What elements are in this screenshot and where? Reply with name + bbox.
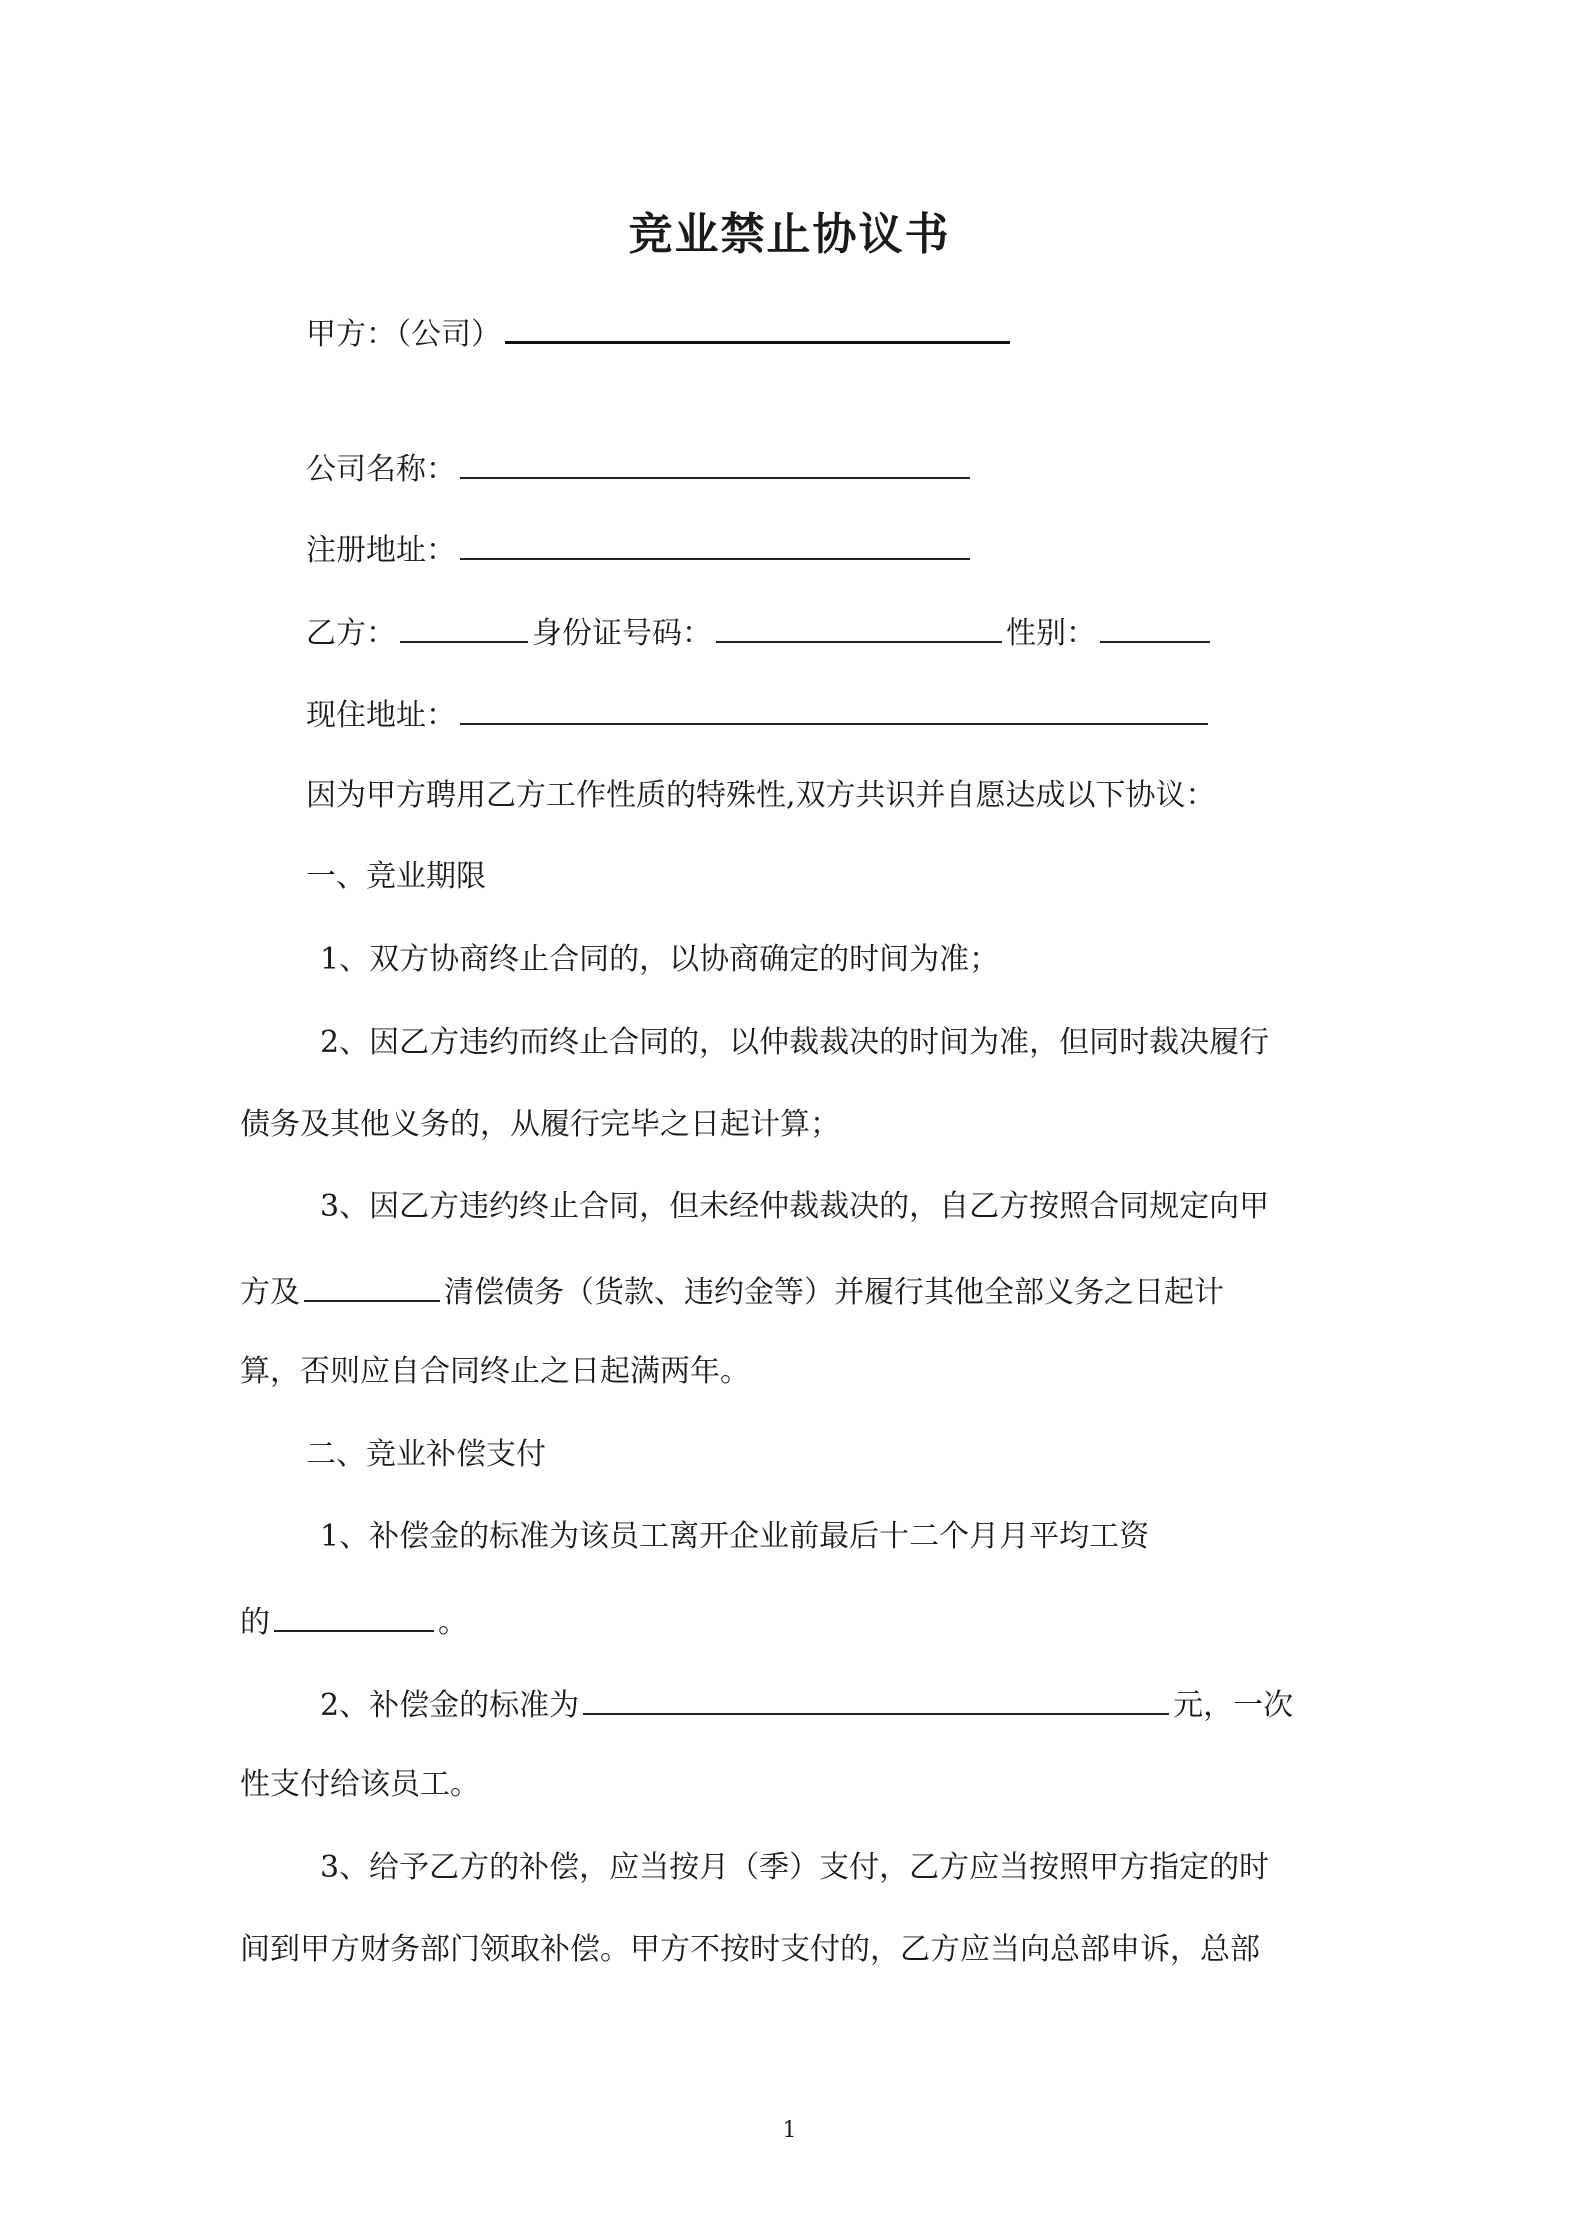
section1-heading: 一、竞业期限 [306,859,486,894]
section2-item3-line2: 间到甲方财务部门领取补偿。甲方不按时支付的，乙方应当向总部申诉，总部 [240,1932,1260,1967]
registered-address-label: 注册地址： [306,533,456,568]
section2-item2-line1 [320,1683,1293,1723]
company-name-blank[interactable] [460,447,970,479]
document-title: 竞业禁止协议书 [628,209,951,260]
section2-item2-line1-post: 元，一次 [1173,1688,1294,1723]
intro-paragraph: 因为甲方聘用乙方工作性质的特殊性,双方共识并自愿达成以下协议： [306,778,1216,813]
creditor-blank[interactable] [304,1270,440,1302]
party-b-label: 乙方： [306,616,396,651]
section1-item3-line2-post: 清偿债务（货款、违约金等）并履行其他全部义务之日起计 [444,1275,1224,1310]
section1-item3-line2-pre: 方及 [240,1275,300,1310]
section2-item2-line1-pre: 2、补偿金的标准为 [320,1688,580,1723]
company-name-label: 公司名称： [306,452,456,487]
party-b-line [306,611,1214,651]
gender-blank[interactable] [1100,611,1210,643]
id-number-label: 身份证号码： [532,616,712,651]
id-number-blank[interactable] [716,611,1002,643]
section2-item1-line2 [240,1600,468,1640]
section1-item3-line2 [240,1270,1224,1310]
section1-item1: 1、双方协商终止合同的，以协商确定的时间为准； [320,942,1000,977]
party-a-label: 甲方：（公司） [306,317,501,352]
section2-item1-line2-post: 。 [438,1605,468,1640]
party-a-line [306,311,1014,351]
party-a-blank[interactable] [505,311,1010,344]
company-name-line [306,447,974,487]
party-b-name-blank[interactable] [400,611,528,643]
section1-item3-line3: 算，否则应自合同终止之日起满两年。 [240,1354,750,1389]
section2-item1-line2-pre: 的 [240,1605,270,1640]
section1-item2-line1: 2、因乙方违约而终止合同的，以仲裁裁决的时间为准，但同时裁决履行 [320,1025,1270,1060]
page-number: 1 [782,2118,797,2143]
registered-address-blank[interactable] [460,528,970,560]
current-address-blank[interactable] [460,693,1208,725]
compensation-amount-blank[interactable] [583,1683,1169,1715]
gender-label: 性别： [1006,616,1096,651]
section1-item2-line2: 债务及其他义务的，从履行完毕之日起计算； [240,1107,840,1142]
salary-percent-blank[interactable] [274,1600,434,1632]
current-address-line [306,693,1212,733]
section2-item2-line2: 性支付给该员工。 [240,1767,480,1802]
section2-item3-line1: 3、给予乙方的补偿，应当按月（季）支付，乙方应当按照甲方指定的时 [320,1850,1270,1885]
registered-address-line [306,528,974,568]
section1-item3-line1: 3、因乙方违约终止合同，但未经仲裁裁决的，自乙方按照合同规定向甲 [320,1189,1270,1224]
section2-item1-line1: 1、补偿金的标准为该员工离开企业前最后十二个月月平均工资 [320,1519,1150,1554]
section2-heading: 二、竞业补偿支付 [306,1437,546,1472]
current-address-label: 现住地址： [306,698,456,733]
